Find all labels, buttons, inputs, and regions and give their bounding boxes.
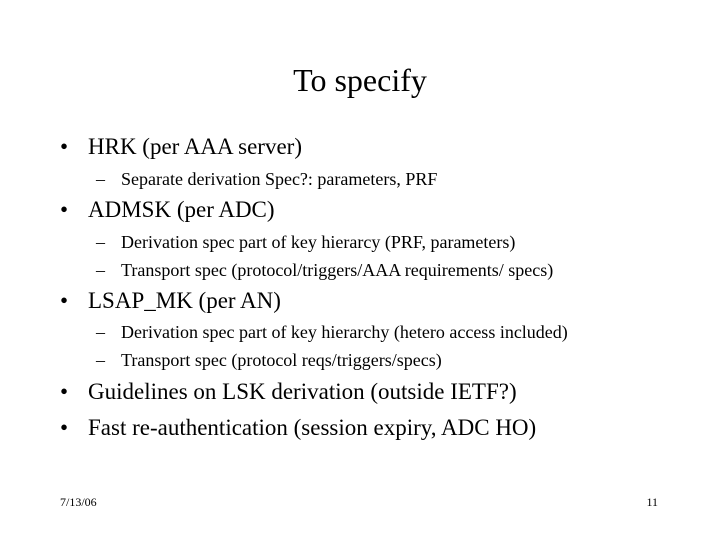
dash-icon: –: [96, 232, 105, 252]
bullet-text: LSAP_MK (per AN): [88, 288, 281, 313]
slide-title: To specify: [293, 62, 427, 98]
dash-icon: –: [96, 169, 105, 189]
sub-bullet-text: Derivation spec part of key hierarcy (PRF, parameters): [121, 232, 516, 252]
bullet-icon: •: [60, 415, 69, 440]
page-number: 11: [646, 495, 658, 509]
sub-bullet-text: Transport spec (protocol/triggers/AAA requirements/ specs): [121, 260, 554, 280]
sub-bullet-text: Derivation spec part of key hierarchy (hetero access included): [121, 322, 568, 342]
footer-date: 7/13/06: [60, 495, 97, 509]
bullet-text: HRK (per AAA server): [88, 134, 302, 159]
dash-icon: –: [96, 322, 105, 342]
bullet-icon: •: [60, 379, 69, 404]
bullet-icon: •: [60, 288, 69, 313]
sub-bullet-text: Transport spec (protocol reqs/triggers/specs): [121, 350, 442, 370]
sub-bullet-text: Separate derivation Spec?: parameters, PRF: [121, 169, 438, 189]
bullet-icon: •: [60, 197, 69, 222]
dash-icon: –: [96, 260, 105, 280]
bullet-text: Fast re-authentication (session expiry, ADC HO): [88, 415, 537, 440]
bullet-text: Guidelines on LSK derivation (outside IETF?): [88, 379, 517, 404]
dash-icon: –: [96, 350, 105, 370]
bullet-text: ADMSK (per ADC): [88, 197, 275, 222]
bullet-icon: •: [60, 134, 69, 159]
